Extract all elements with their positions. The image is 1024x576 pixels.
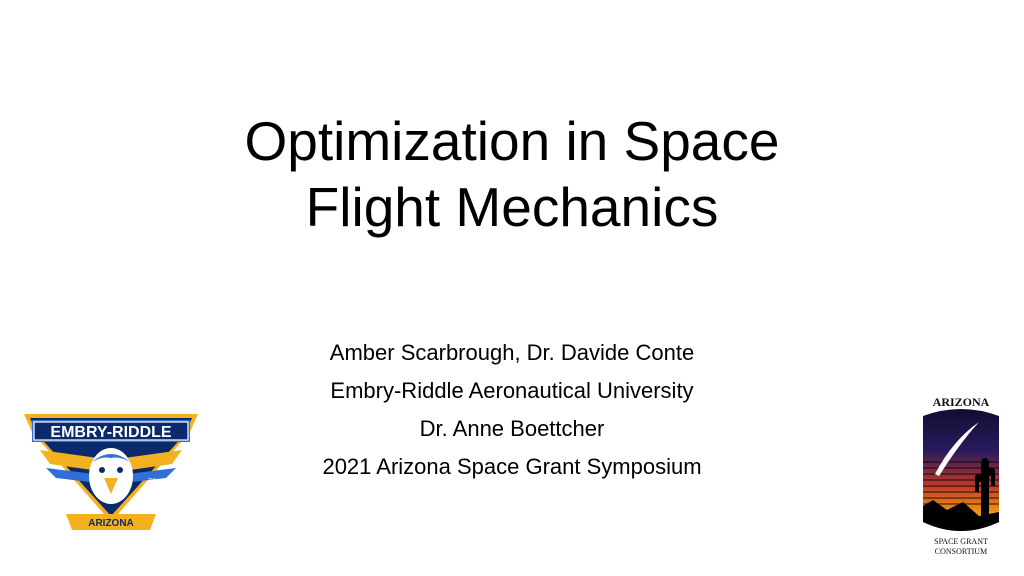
logo-left-tm: TM	[148, 478, 156, 484]
desert-sunset-comet-icon	[913, 402, 1009, 542]
logo-right-bottom-line-1: SPACE GRANT	[934, 537, 988, 546]
university-line: Embry-Riddle Aeronautical University	[330, 378, 694, 403]
title-line-2: Flight Mechanics	[305, 176, 719, 238]
embry-riddle-logo	[20, 410, 202, 534]
logo-left-top-text: EMBRY-RIDDLE	[50, 424, 172, 441]
authors-line: Amber Scarbrough, Dr. Davide Conte	[329, 340, 695, 365]
logo-right-bottom-line-2: CONSORTIUM	[934, 547, 988, 556]
event-line: 2021 Arizona Space Grant Symposium	[322, 454, 702, 479]
advisor-line: Dr. Anne Boettcher	[419, 416, 605, 441]
logo-left-bottom-text: ARIZONA	[88, 518, 134, 529]
logo-right-top-text: ARIZONA	[932, 395, 990, 409]
title-line-1: Optimization in Space	[244, 110, 780, 172]
slide-title	[0, 108, 1024, 240]
arizona-space-grant-logo	[913, 392, 1009, 560]
